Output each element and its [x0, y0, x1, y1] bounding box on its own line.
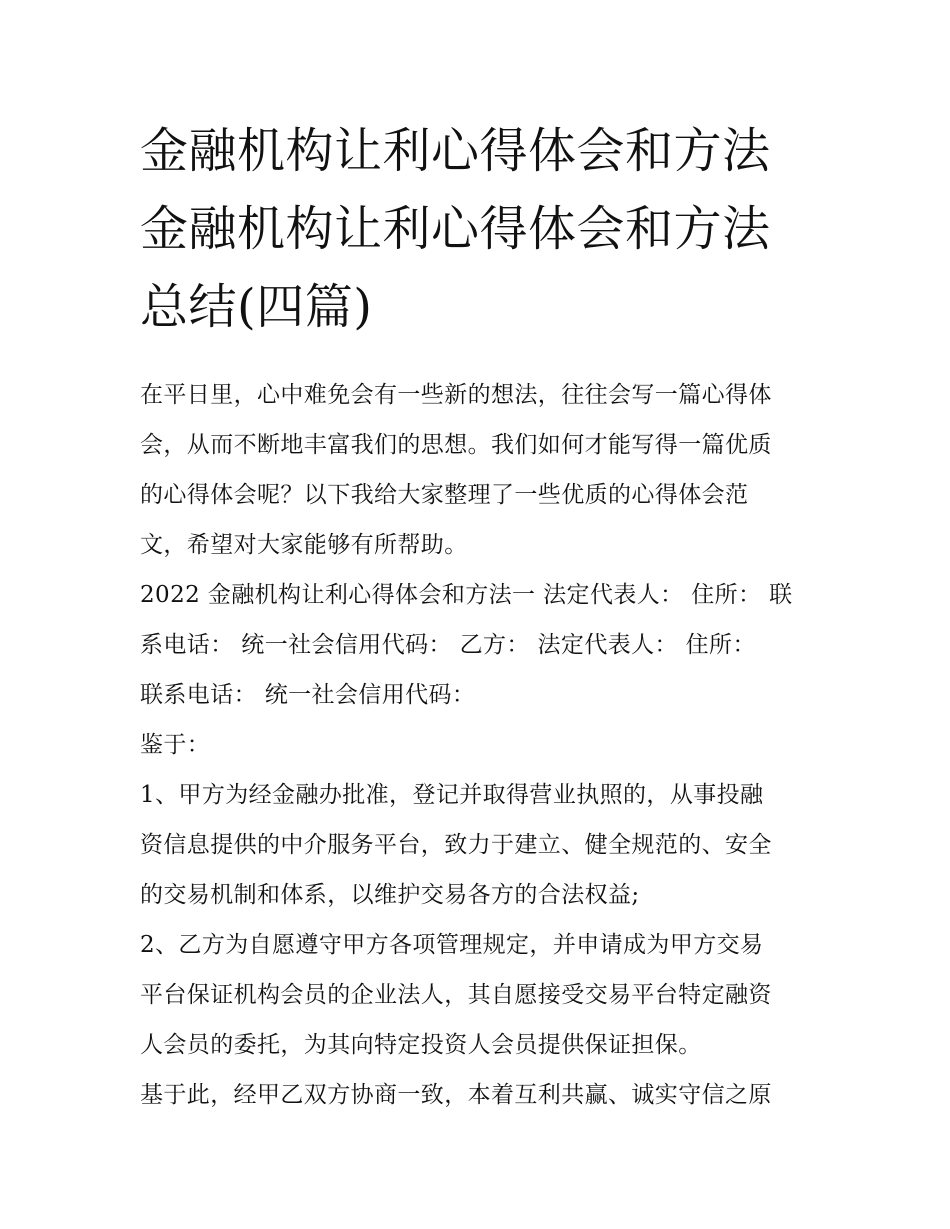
text-line: 资信息提供的中介服务平台，致力于建立、健全规范的、安全: [140, 832, 772, 858]
text-line: 1、甲方为经金融办批准，登记并取得营业执照的，从事投融: [140, 782, 764, 808]
title-line: 总结(四篇): [140, 279, 373, 335]
text-line: 在平日里，心中难免会有一些新的想法，往往会写一篇心得体: [140, 382, 772, 408]
text-line: 人会员的委托，为其向特定投资人会员提供保证担保。: [140, 1032, 702, 1058]
text-line: 联系电话： 统一社会信用代码：: [140, 682, 476, 708]
intro-paragraph: [140, 370, 812, 570]
text-line: 2、乙方为自愿遵守甲方各项管理规定，并申请成为甲方交易: [140, 932, 764, 958]
agreement-paragraph: [140, 1070, 812, 1120]
document-page: [140, 112, 812, 1120]
whereas-heading: [140, 720, 812, 770]
text-line: 2022 金融机构让利心得体会和方法一 法定代表人： 住所： 联: [140, 582, 793, 608]
text-line: 系电话： 统一社会信用代码： 乙方： 法定代表人： 住所：: [140, 632, 756, 658]
clause-1-paragraph: [140, 770, 812, 920]
text-line: 的心得体会呢？以下我给大家整理了一些优质的心得体会范: [140, 482, 749, 508]
clause-2-paragraph: [140, 920, 812, 1070]
parties-paragraph: [140, 570, 812, 720]
text-line: 平台保证机构会员的企业法人，其自愿接受交易平台特定融资: [140, 982, 772, 1008]
text-line: 会，从而不断地丰富我们的思想。我们如何才能写得一篇优质: [140, 432, 772, 458]
text-line: 的交易机制和体系，以维护交易各方的合法权益;: [140, 882, 640, 908]
text-line: 文，希望对大家能够有所帮助。: [140, 532, 468, 558]
text-line: 鉴于：: [140, 732, 211, 758]
title-line: 金融机构让利心得体会和方法: [140, 201, 771, 257]
document-title: [140, 112, 812, 346]
text-line: 基于此，经甲乙双方协商一致，本着互利共赢、诚实守信之原: [140, 1082, 772, 1108]
title-line: 金融机构让利心得体会和方法: [140, 123, 771, 179]
